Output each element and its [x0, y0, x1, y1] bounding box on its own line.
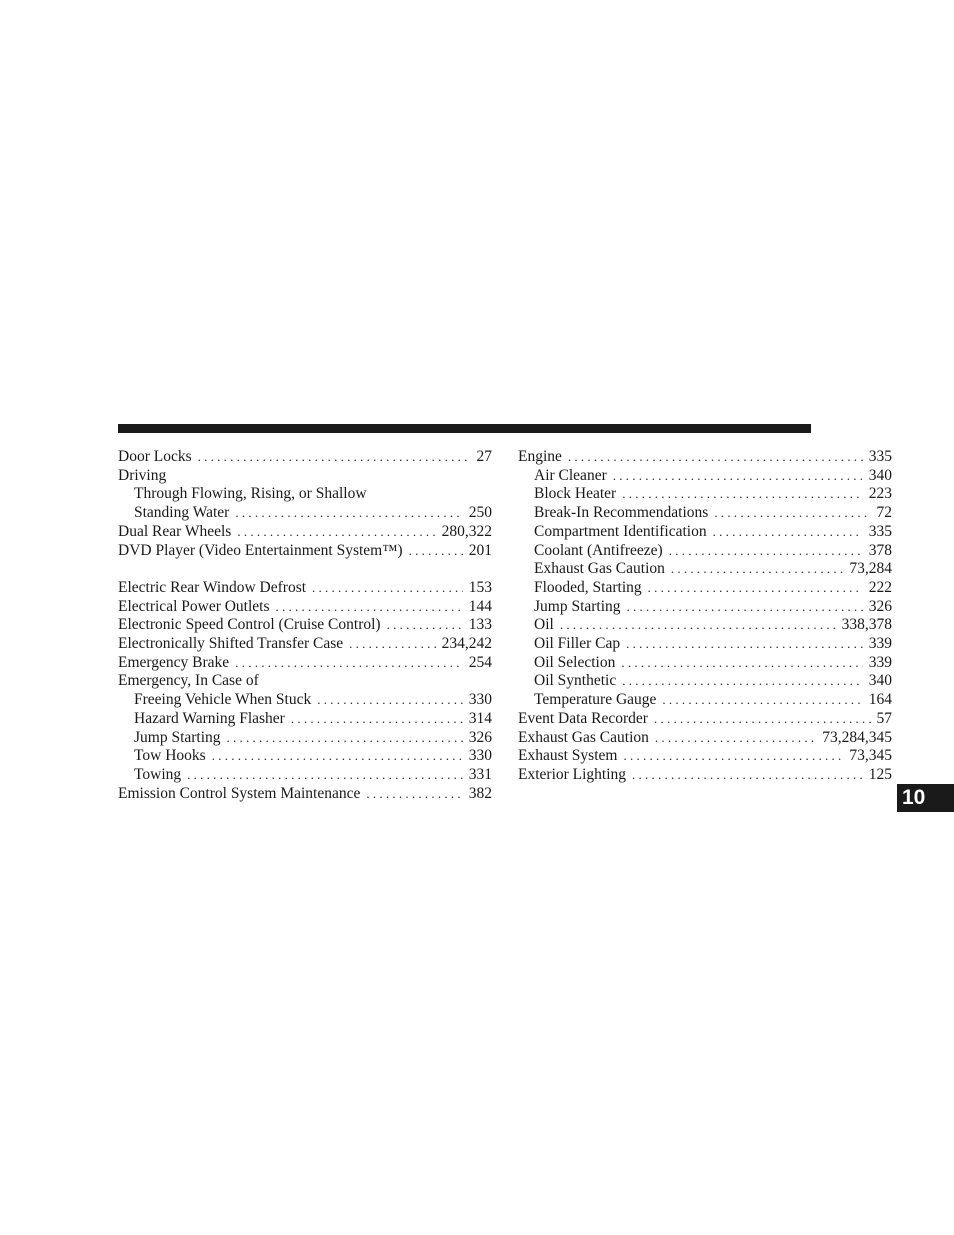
index-term: Exterior Lighting: [518, 765, 627, 783]
page-numbers: 133: [468, 616, 492, 634]
index-entry: [118, 635, 492, 654]
dot-leader: [235, 504, 462, 523]
index-term: Dual Rear Wheels: [118, 522, 232, 540]
page-numbers: 335: [868, 448, 892, 465]
dot-leader: [671, 560, 844, 579]
index-term: Towing: [134, 765, 182, 783]
page-numbers: 73,345: [849, 747, 892, 765]
page-numbers: 378: [868, 541, 892, 559]
index-entry: [518, 467, 892, 486]
page-numbers: 164: [868, 691, 892, 709]
index-entry: [518, 710, 892, 729]
page-numbers: 330: [468, 691, 492, 709]
dot-leader: [276, 598, 463, 617]
index-entry: [518, 729, 892, 748]
index-term: Coolant (Antifreeze): [534, 541, 663, 559]
index-column-right: [518, 448, 892, 785]
page-numbers: 339: [868, 653, 892, 671]
page-numbers: 330: [468, 747, 492, 765]
index-term: Driving: [118, 466, 167, 484]
index-term: Block Heater: [534, 485, 617, 503]
index-term: Compartment Identification: [534, 522, 707, 540]
page-numbers: 144: [468, 597, 492, 615]
page-numbers: 254: [468, 653, 492, 671]
dot-leader: [366, 785, 462, 804]
index-entry: [518, 654, 892, 673]
index-entry: [118, 729, 492, 748]
index-entry: [118, 710, 492, 729]
dot-leader: [227, 729, 463, 748]
index-entry: [118, 785, 492, 804]
dot-leader: [648, 579, 863, 598]
index-entry: [518, 523, 892, 542]
page-numbers: 335: [868, 522, 892, 540]
dot-leader: [621, 654, 862, 673]
dot-leader: [187, 766, 463, 785]
page-numbers: 234,242: [441, 635, 492, 653]
index-entry: [118, 504, 492, 523]
dot-leader: [237, 523, 435, 542]
dot-leader: [387, 616, 463, 635]
dot-leader: [560, 616, 836, 635]
index-entry: [118, 467, 492, 486]
index-term: Electronic Speed Control (Cruise Control): [118, 616, 381, 634]
page-numbers: 201: [468, 541, 492, 559]
index-term: Jump Starting: [134, 728, 221, 746]
index-entry: [518, 672, 892, 691]
page-numbers: 125: [868, 765, 892, 783]
page-numbers: 382: [468, 784, 492, 802]
dot-leader: [713, 523, 863, 542]
page-numbers: 280,322: [441, 522, 492, 540]
index-entry: [518, 448, 892, 467]
page-numbers: 250: [468, 504, 492, 522]
index-entry: [118, 485, 492, 504]
page-numbers: 153: [468, 578, 492, 596]
page-numbers: 326: [468, 728, 492, 746]
page-numbers: 57: [876, 709, 892, 727]
page-numbers: 340: [868, 672, 892, 690]
chapter-tab: 10: [897, 784, 954, 812]
dot-leader: [291, 710, 463, 729]
index-term: Exhaust System: [518, 747, 618, 765]
index-term: Standing Water: [134, 504, 230, 522]
index-entry: [518, 747, 892, 766]
page-numbers: 331: [468, 765, 492, 783]
index-entry: [118, 542, 492, 561]
page-numbers: 338,378: [841, 616, 892, 634]
dot-leader: [669, 542, 863, 561]
dot-leader: [654, 710, 871, 729]
dot-leader: [312, 579, 463, 598]
index-term: Flooded, Starting: [534, 578, 642, 596]
dot-leader: [627, 598, 863, 617]
dot-leader: [662, 691, 862, 710]
index-entry: [118, 747, 492, 766]
index-term: Air Cleaner: [534, 466, 607, 484]
index-term: Emission Control System Maintenance: [118, 784, 361, 802]
page-numbers: 73,284,345: [822, 728, 892, 746]
dot-leader: [626, 635, 863, 654]
index-entry: [118, 523, 492, 542]
index-entry: [518, 560, 892, 579]
dot-leader: [349, 635, 435, 654]
index-term: Temperature Gauge: [534, 691, 657, 709]
index-entry: [118, 691, 492, 710]
page-numbers: 222: [868, 578, 892, 596]
index-term: Oil Synthetic: [534, 672, 617, 690]
index-entry: [518, 485, 892, 504]
index-term: Emergency, In Case of: [118, 672, 259, 690]
index-entry: [118, 448, 492, 467]
dot-leader: [622, 485, 863, 504]
index-entry: [118, 598, 492, 617]
index-term: Electronically Shifted Transfer Case: [118, 635, 344, 653]
page-numbers: 72: [876, 504, 892, 522]
page-numbers: 27: [476, 448, 492, 465]
index-column-left: [118, 448, 492, 803]
page-numbers: 339: [868, 635, 892, 653]
index-term: Oil Filler Cap: [534, 635, 621, 653]
dot-leader: [568, 448, 863, 467]
index-term: Oil Selection: [534, 653, 616, 671]
dot-leader: [714, 504, 870, 523]
index-entry: [118, 616, 492, 635]
index-entry: [518, 635, 892, 654]
index-entry: [518, 598, 892, 617]
index-entry: [118, 672, 492, 691]
index-entry: [118, 579, 492, 598]
dot-leader: [235, 654, 463, 673]
index-entry: [118, 654, 492, 673]
index-term: Exhaust Gas Caution: [518, 728, 649, 746]
index-term: Engine: [518, 448, 562, 465]
index-term: Electrical Power Outlets: [118, 597, 270, 615]
index-term: Through Flowing, Rising, or Shallow: [134, 485, 367, 503]
dot-leader: [212, 747, 463, 766]
index-term: Electric Rear Window Defrost: [118, 578, 307, 596]
index-entry: [518, 579, 892, 598]
index-term: Door Locks: [118, 448, 192, 465]
index-term: Oil: [534, 616, 554, 634]
index-term: Hazard Warning Flasher: [134, 709, 285, 727]
index-entry: [118, 766, 492, 785]
dot-leader: [317, 691, 463, 710]
index-entry: [518, 691, 892, 710]
index-term: Exhaust Gas Caution: [534, 560, 665, 578]
index-term: Freeing Vehicle When Stuck: [134, 691, 312, 709]
index-term: Tow Hooks: [134, 747, 206, 765]
header-rule: [118, 424, 811, 433]
page-numbers: 223: [868, 485, 892, 503]
dot-leader: [198, 448, 471, 467]
index-entry: [518, 766, 892, 785]
dot-leader: [623, 747, 843, 766]
dot-leader: [655, 729, 816, 748]
page-numbers: 314: [468, 709, 492, 727]
index-entry: [518, 542, 892, 561]
dot-leader: [409, 542, 463, 561]
index-term: Break-In Recommendations: [534, 504, 709, 522]
index-term: DVD Player (Video Entertainment System™): [118, 541, 403, 559]
page-numbers: 326: [868, 597, 892, 615]
page-numbers: 340: [868, 466, 892, 484]
dot-leader: [622, 672, 863, 691]
index-term: Emergency Brake: [118, 653, 230, 671]
index-entry: [518, 616, 892, 635]
index-entry: [518, 504, 892, 523]
dot-leader: [613, 467, 863, 486]
dot-leader: [632, 766, 863, 785]
index-term: Event Data Recorder: [518, 709, 648, 727]
index-term: Jump Starting: [534, 597, 621, 615]
page-numbers: 73,284: [849, 560, 892, 578]
